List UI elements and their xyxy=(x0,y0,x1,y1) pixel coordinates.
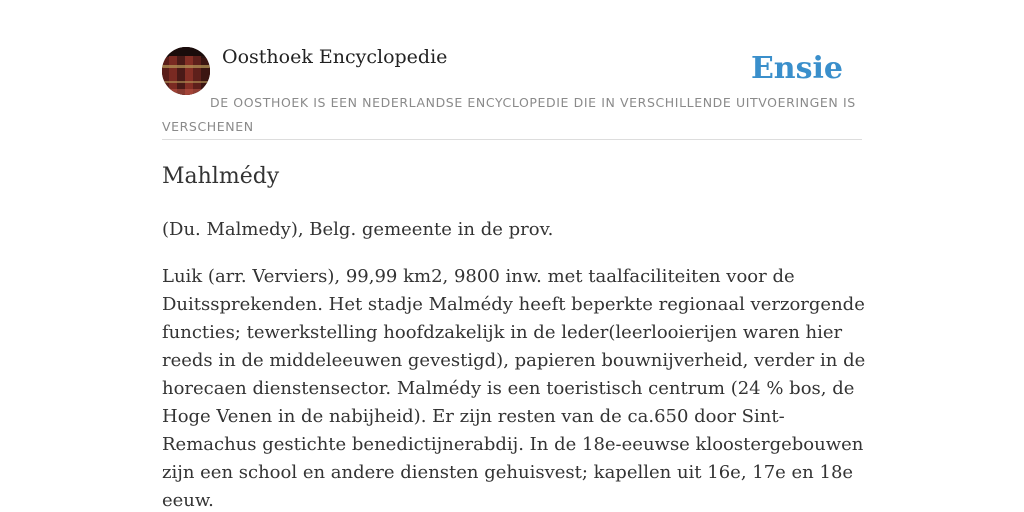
site-header xyxy=(162,46,862,140)
site-subtitle: DE OOSTHOEK IS EEN NEDERLANDSE ENCYCLOPEDIE DIE IN VERSCHILLENDE UITVOERINGEN IS VERSCHENEN xyxy=(162,95,856,134)
book-spines-icon xyxy=(162,47,210,95)
brand-logo-link[interactable]: Ensie xyxy=(750,51,843,86)
entry-title: Mahlmédy xyxy=(162,164,280,189)
avatar[interactable] xyxy=(162,47,210,95)
entry-body: Luik (arr. Verviers), 99,99 km2, 9800 inw. met taalfaciliteiten voor de Duitssprekenden. Het stadje Malmédy heeft beperkte regionaal verzorgende functies; tewerkstelling hoofdzakelijk in de leder(leerlooierijen waren hier reeds in de middeleeuwen gevestigd), papieren bouwnijverheid, verder in de horecaen dienstensector. Malmédy is een toeristisch centrum (24 % bos, de Hoge Venen in de nabijheid). Er zijn resten van de ca.650 door Sint-Remachus gestichte benedictijnerabdij. In de 18e-eeuwse kloostergebouwen zijn een school en andere diensten gehuisvest; kapellen uit 16e, 17e en 18e eeuw. xyxy=(162,266,866,511)
site-title[interactable]: Oosthoek Encyclopedie xyxy=(222,46,448,68)
entry-lead: (Du. Malmedy), Belg. gemeente in de prov. xyxy=(162,219,554,240)
